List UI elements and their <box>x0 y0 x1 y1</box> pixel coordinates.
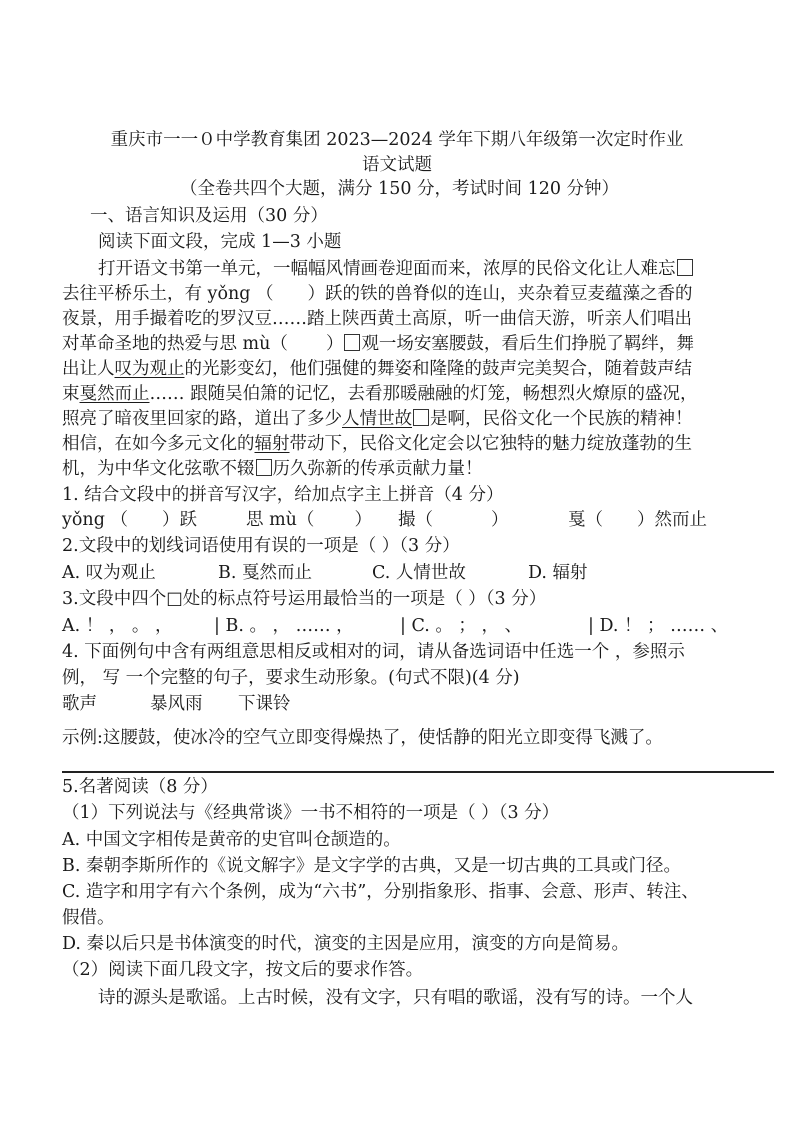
q2-option[interactable]: D. 辐射 <box>528 563 588 583</box>
q1-item-a: yǒng （ <box>62 510 128 530</box>
passage-line <box>62 357 692 381</box>
q5-option-c[interactable]: C. 造字和用字有六个条例，成为“六书”，分别指象形、指事、会意、形声、转注、 <box>62 882 699 902</box>
q1-item-a-tail: ）跃 <box>161 510 197 530</box>
punctuation-blank-box <box>256 459 272 476</box>
section1-instruction: 阅读下面文段，完成 1—3 小题 <box>98 232 342 252</box>
q4-stem-cont: 例， 写 一个完整的句子，要求生动形象。(句式不限)(4 分) <box>62 668 520 688</box>
q1-item <box>62 508 197 532</box>
passage-line: 夜景，用手撮着吃的罗汉豆……踏上陕西黄土高原，听一曲信天游，听亲人们唱出 <box>62 309 692 329</box>
q5-option-a[interactable]: A. 中国文字相传是黄帝的史官叫仓颉造的。 <box>62 830 401 850</box>
passage-text: 历久弥新的传承贡献力量！ <box>272 459 483 479</box>
q2-option[interactable]: A. 叹为观止 <box>62 563 156 583</box>
q4-example: 示例:这腰鼓，使冰冷的空气立即变得燥热了，使恬静的阳光立即变得飞溅了。 <box>62 728 663 748</box>
q2-option[interactable]: C. 人情世故 <box>372 563 466 583</box>
section1-heading: 一、语言知识及运用（30 分） <box>90 206 328 226</box>
q3-option[interactable]: | C. 。 ； ， 、 <box>400 616 523 636</box>
passage-line <box>62 407 693 431</box>
exam-title: 重庆市一一０中学教育集团 2023—2024 学年下期八年级第一次定时作业 <box>110 130 684 150</box>
q5-sub1: （1）下列说法与《经典常谈》一书不相符的一项是（ ）（3 分） <box>62 803 560 823</box>
q3-option[interactable]: | D. ！ ； …… 、 <box>588 616 729 636</box>
q5-heading: 5.名著阅读（8 分） <box>62 777 218 797</box>
punctuation-blank-box <box>344 334 360 351</box>
q5-option-d[interactable]: D. 秦以后只是书体演变的时代，演变的主因是应用，演变的方向是简易。 <box>62 934 630 954</box>
passage-line <box>98 257 694 281</box>
passage-line <box>62 382 698 406</box>
q3-option[interactable]: | B. 。 ， …… ， <box>214 616 354 636</box>
q4-word: 暴风雨 <box>150 694 203 714</box>
q1-item-d-tail: ）然而止 <box>637 510 707 530</box>
punctuation-blank-box <box>677 259 693 276</box>
q3-option[interactable]: A. ！ ， 。 ， <box>62 616 173 636</box>
q1-item-b-tail: ） <box>354 510 372 530</box>
passage-text: 照亮了暗夜里回家的路，道出了多少 <box>62 409 342 429</box>
q3-stem: 3.文段中四个□处的标点符号运用最恰当的一项是（ ）（3 分） <box>62 589 547 609</box>
passage-text: 束 <box>62 384 80 404</box>
q1-item-b: 思 mù（ <box>246 510 315 530</box>
q4-word: 歌声 <box>62 694 97 714</box>
passage-line <box>62 432 692 456</box>
underlined-phrase: 人情世故 <box>342 409 412 429</box>
q1-item <box>568 508 707 532</box>
passage-text: 观一场安塞腰鼓，看后生们挣脱了羁绊，舞 <box>361 334 694 354</box>
q4-stem: 4. 下面例句中含有两组意思相反或相对的词，请从备选词语中任选一个 ，参照示 <box>62 642 685 662</box>
passage-line <box>62 282 693 306</box>
passage-text: 机，为中华文化弦歌不辍 <box>62 459 255 479</box>
q4-word: 下课铃 <box>238 694 291 714</box>
passage-text: 的光影变幻，他们强健的舞姿和隆隆的鼓声完美契合，随着鼓声结 <box>184 359 692 379</box>
passage-text: ） <box>325 334 344 354</box>
q1-item <box>398 508 509 532</box>
divider-line <box>62 771 774 773</box>
passage-text: 打开语文书第一单元，一幅幅风情画卷迎面而来，浓厚的民俗文化让人难忘 <box>98 259 676 279</box>
q1-item <box>246 508 372 532</box>
q2-stem: 2.文段中的划线词语使用有误的一项是（ ）（3 分） <box>62 536 460 556</box>
passage-text: 出让人 <box>62 359 115 379</box>
q5-option-b[interactable]: B. 秦朝李斯所作的《说文解字》是文字学的古典，又是一切古典的工具或门径。 <box>62 856 681 876</box>
passage-text: 是啊，民俗文化一个民族的精神！ <box>430 409 693 429</box>
q2-option[interactable]: B. 戛然而止 <box>218 563 312 583</box>
passage-text: 相信，在如今多元文化的 <box>62 434 255 454</box>
punctuation-blank-box <box>413 409 429 426</box>
q1-stem: 1. 结合文段中的拼音写汉字，给加点字主上拼音（4 分） <box>62 485 504 505</box>
underlined-phrase: 叹为观止 <box>114 359 185 379</box>
passage-line <box>62 457 483 481</box>
passage-text: …… 跟随吴伯箫的记忆，去看那暖融融的灯笼，畅想烈火燎原的盛况， <box>149 384 698 404</box>
passage-text: ）跃的铁的兽脊似的连山，夹杂着豆麦蕴藻之香的 <box>307 284 693 304</box>
exam-info: （全卷共四个大题，满分 150 分，考试时间 120 分钟） <box>180 179 620 199</box>
passage-line <box>62 332 694 356</box>
q1-item-d: 戛（ <box>568 510 603 530</box>
passage-text: 带动下，民俗文化定会以它独特的魅力绽放蓬勃的生 <box>289 434 692 454</box>
exam-subtitle: 语文试题 <box>362 155 432 175</box>
q5-sub2: （2）阅读下面几段文字，按文后的要求作答。 <box>62 960 424 980</box>
underlined-phrase: 辐射 <box>254 434 290 454</box>
q5-passage: 诗的源头是歌谣。上古时候，没有文字，只有唱的歌谣，没有写的诗。一个人 <box>98 988 693 1008</box>
q1-item-c-tail: ） <box>491 510 509 530</box>
q5-option-c-cont: 假借。 <box>62 908 115 928</box>
passage-text: 对革命圣地的热爱与思 mù（ <box>62 334 288 354</box>
underlined-phrase: 戛然而止 <box>79 384 150 404</box>
q1-item-c: 撮（ <box>398 510 433 530</box>
passage-text: 去往平桥乐土，有 yǒng （ <box>62 284 274 304</box>
